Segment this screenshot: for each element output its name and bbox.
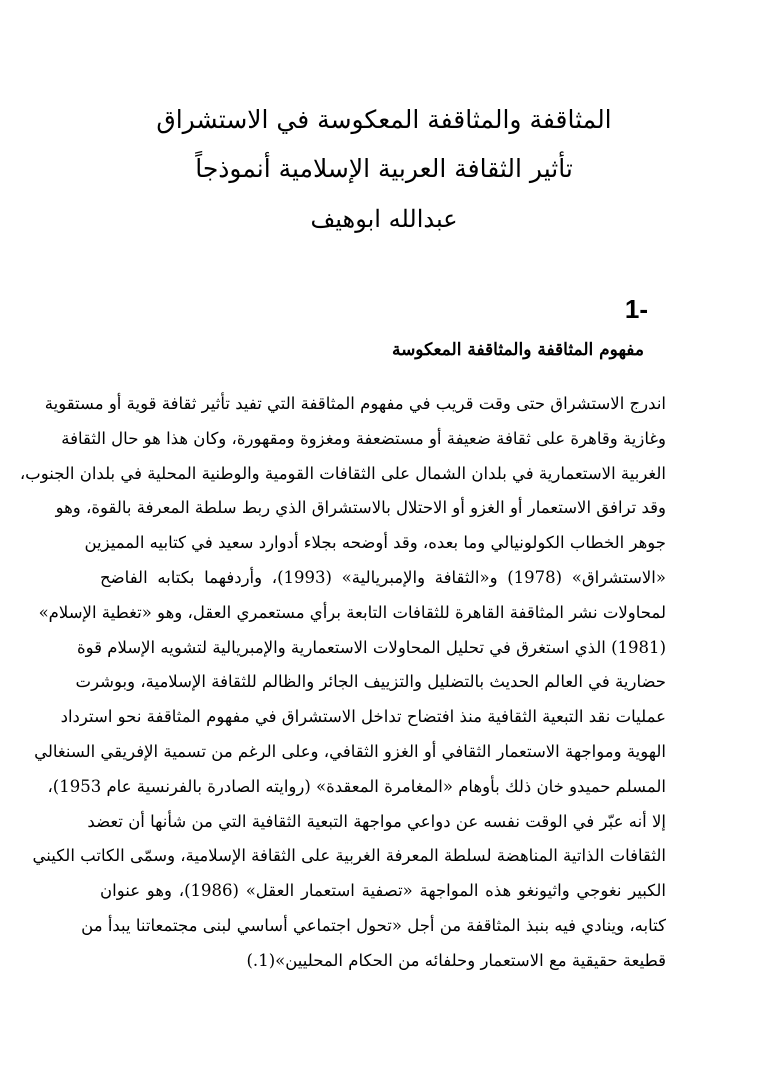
paragraph-line: اندرج الاستشراق حتى وقت قريب في مفهوم المثاقفة التي تفيد تأثير ثقافة قوية أو مستقوية xyxy=(44,394,666,413)
paragraph-line: كتابه، وينادي فيه بنبذ المثاقفة من أجل «تحول اجتماعي أساسي لبنى مجتمعاتنا يبدأ من xyxy=(81,915,666,935)
paragraph-line: «الاستشراق» (1978) و«الثقافة والإمبريالية» (1993)، وأردفهما بكتابه الفاضح xyxy=(100,567,666,587)
title-line-1: المثاقفة والمثاقفة المعكوسة في الاستشراق xyxy=(156,105,612,134)
paragraph-line: حضارية في العالم الحديث بالتضليل والتزييف الجائر والظالم للثقافة الإسلامية، وبوشرت xyxy=(75,672,666,692)
section-number: 1- xyxy=(624,294,648,324)
body-paragraph xyxy=(19,387,666,979)
paragraph-line: (1981) الذي استغرق في تحليل المحاولات الاستعمارية والإمبريالية لتشويه الإسلام قوة xyxy=(76,637,666,657)
paragraph-line: وغازية وقاهرة على ثقافة ضعيفة أو مستضعفة ومغزوة ومقهورة، وكان هذا هو حال الثقافة xyxy=(61,428,666,448)
title-line-2: تأثير الثقافة العربية الإسلامية أنموذجاً xyxy=(195,154,573,183)
paragraph-line: وقد ترافق الاستعمار أو الغزو أو الاحتلال بالاستشراق الذي ربط سلطة المعرفة بالقوة، وهو xyxy=(55,498,666,518)
paragraph-line: إلا أنه عبّر في الوقت نفسه عن دواعي مواجهة التبعية الثقافية التي من شأنها أن تعضد xyxy=(87,811,666,831)
author-name: عبدالله ابوهيف xyxy=(310,205,458,233)
paragraph-line: قطيعة حقيقية مع الاستعمار وحلفائه من الحكام المحليين»(1.) xyxy=(246,950,666,970)
paragraph-line: الغربية الاستعمارية في بلدان الشمال على الثقافات القومية والوطنية المحلية في بلدان الجنوب، xyxy=(19,463,666,483)
paragraph-line: الهوية ومواجهة الاستعمار الثقافي أو الغزو الثقافي، وعلى الرغم من تسمية الإفريقي السنغالي xyxy=(34,741,666,761)
paragraph-line: الثقافات الذاتية المناهضة لسلطة المعرفة الغربية على الثقافة الإسلامية، وسمّى الكاتب الكيني xyxy=(32,846,666,866)
paragraph-line: جوهر الخطاب الكولونيالي وما بعده، وقد أوضحه بجلاء أدوارد سعيد في كتابيه المميزين xyxy=(84,533,666,553)
paragraph-line: لمحاولات نشر المثاقفة القاهرة للثقافات التابعة برأي مستعمري العقل، وهو «تغطية الإسلام» xyxy=(38,602,666,622)
paragraph-line: الكبير نغوجي واثيونغو هذه المواجهة «تصفية استعمار العقل» (1986)، وهو عنوان xyxy=(100,881,666,901)
section-title: مفهوم المثاقفة والمثاقفة المعكوسة xyxy=(391,340,644,360)
paragraph-line: المسلم حميدو خان ذلك بأوهام «المغامرة المعقدة» (روايته الصادرة بالفرنسية عام 1953)، xyxy=(47,776,666,796)
paragraph-line: عمليات نقد التبعية الثقافية منذ افتضاح تداخل الاستشراق في مفهوم المثاقفة نحو استرداد xyxy=(60,707,666,727)
